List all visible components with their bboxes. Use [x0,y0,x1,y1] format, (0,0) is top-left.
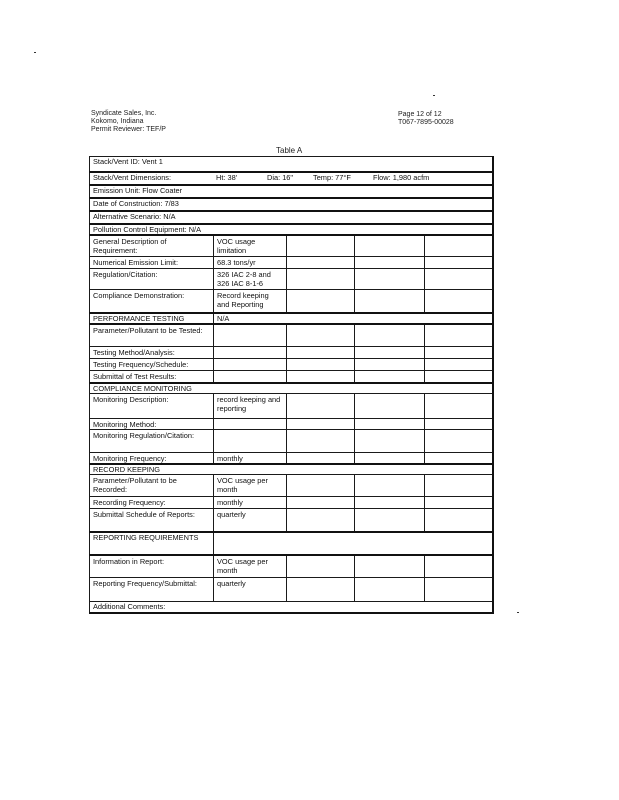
row-value [214,418,287,429]
row-label: Parameter/Pollutant to be Tested: [90,324,214,347]
row-value [214,324,287,347]
table-row [90,452,493,464]
table-row [90,578,493,602]
date-of-construction: Date of Construction: 7/83 [90,198,493,211]
table-row [90,347,493,359]
section-header-compliance-monitoring [90,383,493,394]
dims-temperature: Temp: 77°F [313,172,351,182]
header-page-number: Page 12 of 12 [398,111,442,118]
row-label: Testing Method/Analysis: [90,347,214,359]
header-permit-number: T067-7895-00028 [398,119,454,126]
row-value: Record keeping and Reporting [214,290,287,313]
scan-speck [433,95,435,96]
table-title: Table A [276,146,303,155]
row-label: Submittal of Test Results: [90,371,214,383]
table-row [90,235,493,257]
table-row [90,359,493,371]
row-label: Monitoring Description: [90,393,214,418]
row-value: VOC usage limitation [214,235,287,257]
table-row [90,257,493,269]
header-location: Kokomo, Indiana [91,118,144,125]
stack-vent-id: Stack/Vent ID: Vent 1 [90,157,493,172]
section-label: REPORTING REQUIREMENTS [90,532,214,555]
row-value [214,347,287,359]
table-row [90,509,493,532]
row-value: quarterly [214,578,287,602]
pollution-control-equipment: Pollution Control Equipment: N/A [90,224,493,235]
header-company: Syndicate Sales, Inc. [91,110,157,117]
row-value [214,371,287,383]
permit-requirements-table [89,156,494,614]
header-left [91,110,166,134]
row-value: 68.3 tons/yr [214,257,287,269]
row-value: monthly [214,497,287,509]
section-label: RECORD KEEPING [90,464,493,475]
section-value: N/A [214,313,493,324]
row-label: Information in Report: [90,555,214,578]
table-row [90,429,493,452]
row-value: monthly [214,452,287,464]
table-row [90,393,493,418]
table-row [90,269,493,290]
dims-height: Ht: 38' [216,172,238,182]
section-label: PERFORMANCE TESTING [90,313,214,324]
section-header-performance-testing [90,313,493,324]
table-row [90,324,493,347]
scan-speck [517,612,519,613]
row-value: 326 IAC 2-8 and 326 IAC 8-1-6 [214,269,287,290]
row-label: Recording Frequency: [90,497,214,509]
row-value: quarterly [214,509,287,532]
emission-unit: Emission Unit: Flow Coater [90,185,493,198]
table-row [90,290,493,313]
row-value: record keeping and reporting [214,393,287,418]
header-right [398,111,454,127]
dims-label: Stack/Vent Dimensions: [93,172,172,182]
table-row [90,475,493,497]
table-row [90,497,493,509]
row-label: Monitoring Method: [90,418,214,429]
row-label: Regulation/Citation: [90,269,214,290]
additional-comments-label: Additional Comments: [90,602,493,613]
table-row [90,371,493,383]
scan-speck [34,52,36,53]
row-label: Compliance Demonstration: [90,290,214,313]
row-label: Submittal Schedule of Reports: [90,509,214,532]
row-label: Testing Frequency/Schedule: [90,359,214,371]
row-label: General Description of Requirement: [90,235,214,257]
table-row [90,418,493,429]
header-reviewer: Permit Reviewer: TEF/P [91,126,166,133]
row-value [214,359,287,371]
row-value: VOC usage per month [214,475,287,497]
row-label: Parameter/Pollutant to be Recorded: [90,475,214,497]
row-label: Monitoring Frequency: [90,452,214,464]
alternative-scenario: Alternative Scenario: N/A [90,211,493,224]
table-row [90,555,493,578]
section-label: COMPLIANCE MONITORING [90,383,493,394]
section-header-record-keeping [90,464,493,475]
dims-diameter: Dia: 16" [267,172,294,182]
stack-vent-dimensions [90,172,493,185]
row-label: Monitoring Regulation/Citation: [90,429,214,452]
row-label: Reporting Frequency/Submittal: [90,578,214,602]
additional-comments-row [90,602,493,613]
row-value: VOC usage per month [214,555,287,578]
dims-flow: Flow: 1,980 acfm [373,172,430,182]
section-header-reporting-requirements [90,532,493,555]
row-value [214,429,287,452]
row-label: Numerical Emission Limit: [90,257,214,269]
